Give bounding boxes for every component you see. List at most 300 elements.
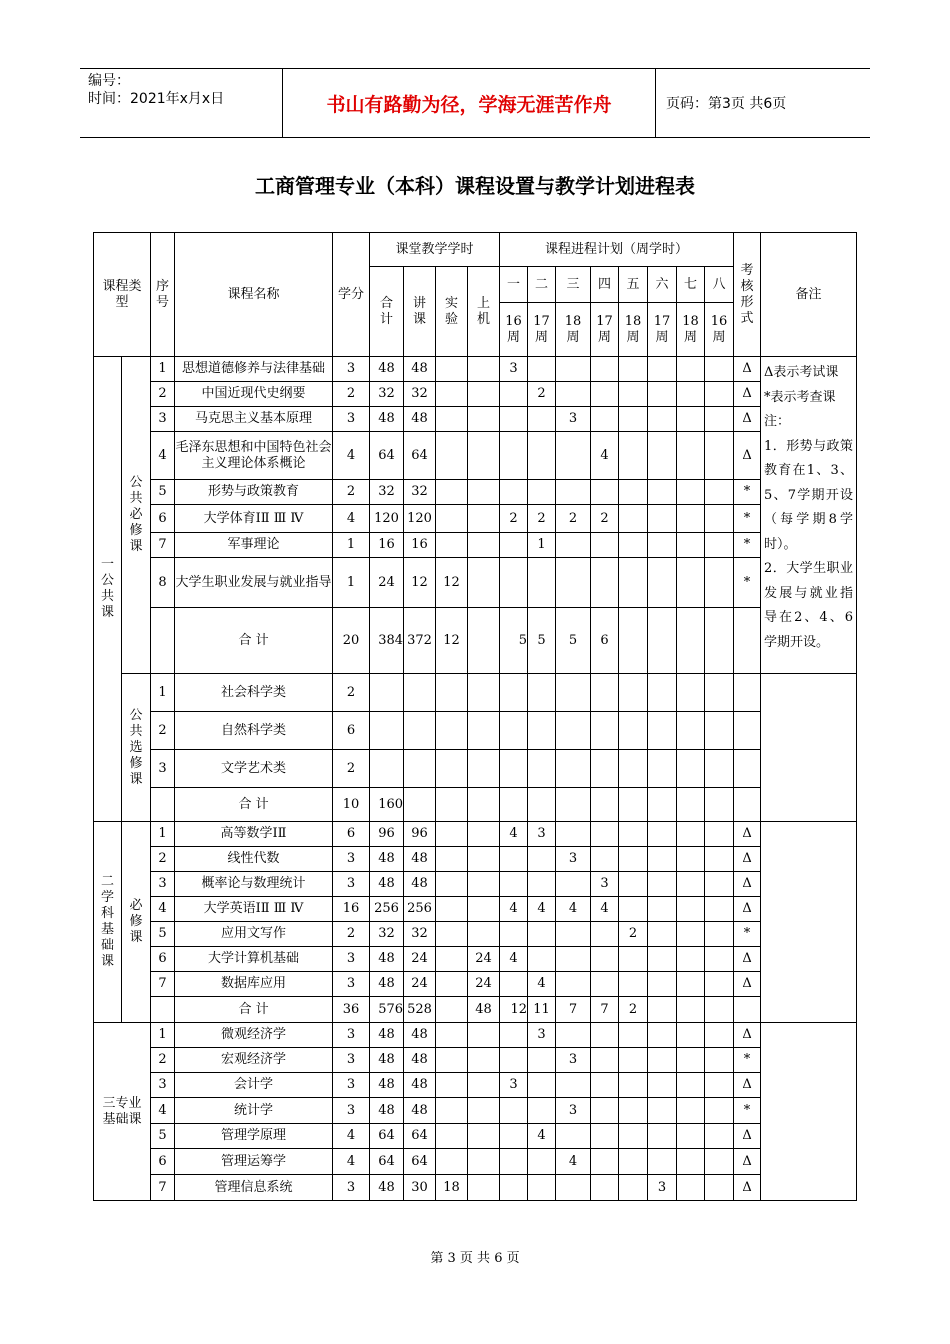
cell-exam-type: Δ — [734, 1073, 761, 1098]
cell-semester-hours — [591, 480, 619, 505]
cell-course-name: 大学英语ⅠⅡ Ⅲ Ⅳ — [175, 897, 333, 922]
table-row — [94, 480, 857, 505]
cell-exam-type: Δ — [734, 1023, 761, 1048]
cell-semester-hours — [591, 1124, 619, 1149]
cell-exam-type: Δ — [734, 1149, 761, 1175]
cell-hours-lecture: 372 — [404, 608, 436, 674]
cell-hours-computer — [468, 1023, 500, 1048]
cell-semester-hours — [677, 847, 705, 872]
cell-credit: 1 — [333, 533, 370, 558]
cell-seq: 8 — [151, 558, 175, 608]
cell-semester-hours — [500, 382, 528, 407]
cell-hours-computer — [468, 432, 500, 480]
cell-semester-hours — [528, 558, 556, 608]
cell-semester-hours: 3 — [528, 1023, 556, 1048]
cell-semester-hours — [677, 1175, 705, 1201]
cell-semester-hours — [500, 788, 528, 822]
cell-semester-hours — [705, 432, 734, 480]
cell-semester-hours — [705, 872, 734, 897]
cell-semester-hours — [591, 357, 619, 382]
col-head-semester: 二 — [528, 267, 556, 303]
cell-hours-computer — [468, 1175, 500, 1201]
cell-credit: 2 — [333, 750, 370, 788]
cell-hours-total: 48 — [370, 1023, 404, 1048]
cell-semester-hours — [619, 788, 648, 822]
cell-semester-hours — [528, 1149, 556, 1175]
cell-hours-total: 32 — [370, 382, 404, 407]
cell-hours-lab — [436, 1048, 468, 1073]
cell-course-name: 自然科学类 — [175, 712, 333, 750]
col-head-weeks: 18周 — [677, 303, 705, 357]
cell-semester-hours — [528, 1175, 556, 1201]
cell-seq: 1 — [151, 1023, 175, 1048]
cell-hours-lab: 12 — [436, 558, 468, 608]
cell-seq: 6 — [151, 947, 175, 972]
cell-semester-hours — [705, 1023, 734, 1048]
cell-hours-lab — [436, 505, 468, 533]
cell-hours-lecture: 64 — [404, 1149, 436, 1175]
cell-hours-lecture: 48 — [404, 872, 436, 897]
subgroup-label: 必修课 — [122, 822, 151, 1023]
header-meta — [80, 69, 283, 137]
cell-exam-type: * — [734, 1048, 761, 1073]
cell-semester-hours: 11 — [528, 997, 556, 1023]
table-row — [94, 407, 857, 432]
remark-cell — [761, 822, 857, 1023]
curriculum-table — [93, 232, 857, 1201]
cell-hours-lab — [436, 788, 468, 822]
header-number: 编号： — [88, 73, 130, 89]
cell-semester-hours — [556, 357, 591, 382]
remark-line: 1．形势与政策教育在1、3、5、7学期开设（每学期8学时）。 — [764, 438, 854, 552]
cell-seq: 7 — [151, 533, 175, 558]
col-head-semester: 四 — [591, 267, 619, 303]
cell-credit: 3 — [333, 872, 370, 897]
cell-hours-computer — [468, 897, 500, 922]
cell-semester-hours — [677, 1098, 705, 1124]
cell-hours-computer — [468, 872, 500, 897]
cell-hours-computer: 24 — [468, 972, 500, 997]
cell-semester-hours — [705, 533, 734, 558]
cell-semester-hours: 4 — [556, 897, 591, 922]
cell-semester-hours — [528, 947, 556, 972]
cell-seq: 3 — [151, 407, 175, 432]
cell-hours-total: 32 — [370, 922, 404, 947]
cell-seq: 3 — [151, 1073, 175, 1098]
cell-semester-hours — [677, 558, 705, 608]
cell-semester-hours — [500, 1175, 528, 1201]
cell-hours-computer — [468, 1149, 500, 1175]
col-head-weeks: 17周 — [648, 303, 677, 357]
col-head-weeks: 16周 — [500, 303, 528, 357]
cell-hours-total: 48 — [370, 947, 404, 972]
col-head-seq: 序号 — [151, 233, 175, 357]
cell-semester-hours: 7 — [556, 997, 591, 1023]
cell-semester-hours — [500, 1023, 528, 1048]
cell-credit: 3 — [333, 972, 370, 997]
cell-semester-hours — [677, 822, 705, 847]
cell-course-name: 思想道德修养与法律基础 — [175, 357, 333, 382]
table-row — [94, 1124, 857, 1149]
cell-semester-hours: 1 — [528, 533, 556, 558]
cell-semester-hours — [648, 750, 677, 788]
cell-semester-hours — [591, 558, 619, 608]
cell-hours-computer — [468, 788, 500, 822]
cell-credit: 4 — [333, 432, 370, 480]
cell-semester-hours — [705, 822, 734, 847]
cell-seq: 1 — [151, 674, 175, 712]
cell-hours-computer — [468, 822, 500, 847]
table-row — [94, 822, 857, 847]
cell-credit: 4 — [333, 1124, 370, 1149]
cell-seq: 5 — [151, 480, 175, 505]
cell-semester-hours: 4 — [528, 897, 556, 922]
cell-semester-hours: 3 — [648, 1175, 677, 1201]
table-row — [94, 357, 857, 382]
cell-semester-hours: 2 — [556, 505, 591, 533]
cell-semester-hours — [648, 712, 677, 750]
cell-seq: 5 — [151, 922, 175, 947]
cell-seq: 3 — [151, 750, 175, 788]
cell-credit: 10 — [333, 788, 370, 822]
cell-hours-lecture: 24 — [404, 947, 436, 972]
cell-credit: 3 — [333, 1098, 370, 1124]
cell-semester-hours — [619, 480, 648, 505]
cell-semester-hours — [591, 1073, 619, 1098]
table-row — [94, 233, 857, 267]
cell-semester-hours — [556, 480, 591, 505]
cell-seq: 2 — [151, 847, 175, 872]
cell-exam-type: * — [734, 480, 761, 505]
cell-semester-hours — [677, 533, 705, 558]
cell-hours-total — [370, 750, 404, 788]
cell-hours-computer — [468, 922, 500, 947]
cell-hours-computer — [468, 1048, 500, 1073]
cell-semester-hours — [591, 382, 619, 407]
cell-hours-lecture: 30 — [404, 1175, 436, 1201]
page-footer: 第 3 页 共 6 页 — [430, 1251, 520, 1266]
table-row — [94, 1073, 857, 1098]
cell-semester-hours — [619, 1175, 648, 1201]
cell-exam-type: Δ — [734, 972, 761, 997]
table-row — [94, 608, 857, 674]
cell-seq — [151, 608, 175, 674]
cell-hours-lab — [436, 1124, 468, 1149]
cell-semester-hours: 3 — [556, 1098, 591, 1124]
cell-hours-lab — [436, 897, 468, 922]
cell-semester-hours — [556, 382, 591, 407]
cell-semester-hours — [677, 922, 705, 947]
cell-semester-hours — [705, 1098, 734, 1124]
cell-semester-hours — [648, 847, 677, 872]
cell-seq: 2 — [151, 1048, 175, 1073]
cell-semester-hours — [556, 712, 591, 750]
cell-semester-hours: 3 — [528, 822, 556, 847]
cell-semester-hours — [648, 947, 677, 972]
col-head-hour-type: 上机 — [468, 267, 500, 357]
cell-hours-lecture — [404, 788, 436, 822]
cell-credit: 6 — [333, 712, 370, 750]
cell-semester-hours — [619, 407, 648, 432]
cell-hours-lecture: 48 — [404, 1023, 436, 1048]
cell-exam-type: Δ — [734, 897, 761, 922]
cell-semester-hours — [619, 382, 648, 407]
subgroup-label: 公共必修课 — [122, 357, 151, 674]
cell-semester-hours — [528, 1048, 556, 1073]
table-row — [94, 1023, 857, 1048]
cell-seq: 2 — [151, 712, 175, 750]
col-head-weeks: 18周 — [619, 303, 648, 357]
cell-semester-hours — [556, 947, 591, 972]
cell-exam-type: Δ — [734, 1175, 761, 1201]
cell-semester-hours — [619, 432, 648, 480]
cell-semester-hours — [648, 897, 677, 922]
cell-credit: 6 — [333, 822, 370, 847]
col-head-remark: 备注 — [761, 233, 857, 357]
cell-semester-hours: 2 — [528, 382, 556, 407]
cell-semester-hours — [677, 872, 705, 897]
table-row — [94, 872, 857, 897]
cell-hours-lecture: 48 — [404, 1098, 436, 1124]
group-label: 二学科基础课 — [94, 822, 122, 1023]
cell-semester-hours — [648, 432, 677, 480]
cell-hours-lecture — [404, 750, 436, 788]
cell-semester-hours — [619, 608, 648, 674]
cell-semester-hours — [619, 1023, 648, 1048]
cell-credit: 3 — [333, 357, 370, 382]
table-row — [94, 997, 857, 1023]
cell-semester-hours — [705, 558, 734, 608]
cell-credit: 3 — [333, 1048, 370, 1073]
cell-semester-hours — [648, 480, 677, 505]
cell-course-name: 微观经济学 — [175, 1023, 333, 1048]
cell-hours-computer — [468, 847, 500, 872]
cell-exam-type: Δ — [734, 407, 761, 432]
cell-semester-hours — [619, 750, 648, 788]
cell-hours-total: 32 — [370, 480, 404, 505]
group-label: 三专业基础课 — [94, 1023, 151, 1201]
cell-hours-total: 48 — [370, 1073, 404, 1098]
cell-semester-hours — [677, 674, 705, 712]
cell-semester-hours — [500, 533, 528, 558]
col-head-hour-type: 实验 — [436, 267, 468, 357]
cell-hours-computer — [468, 558, 500, 608]
cell-hours-total: 16 — [370, 533, 404, 558]
cell-semester-hours — [556, 674, 591, 712]
cell-semester-hours — [705, 922, 734, 947]
cell-semester-hours — [528, 432, 556, 480]
cell-credit: 2 — [333, 922, 370, 947]
cell-semester-hours: 3 — [500, 357, 528, 382]
cell-total-label: 合 计 — [175, 608, 333, 674]
cell-semester-hours: 4 — [591, 432, 619, 480]
cell-seq — [151, 997, 175, 1023]
cell-hours-lecture: 96 — [404, 822, 436, 847]
cell-semester-hours — [556, 432, 591, 480]
cell-semester-hours — [528, 357, 556, 382]
cell-hours-total: 64 — [370, 432, 404, 480]
cell-semester-hours — [500, 972, 528, 997]
cell-hours-lecture: 48 — [404, 407, 436, 432]
cell-exam-type: Δ — [734, 872, 761, 897]
cell-credit: 1 — [333, 558, 370, 608]
cell-semester-hours — [591, 1048, 619, 1073]
cell-semester-hours — [705, 947, 734, 972]
cell-course-name: 大学计算机基础 — [175, 947, 333, 972]
cell-hours-lab — [436, 1023, 468, 1048]
cell-semester-hours — [648, 1124, 677, 1149]
cell-semester-hours — [705, 505, 734, 533]
cell-semester-hours: 2 — [591, 505, 619, 533]
cell-semester-hours — [556, 558, 591, 608]
cell-semester-hours — [591, 407, 619, 432]
remark-line: *表示考查课 — [764, 389, 836, 405]
cell-exam-type: Δ — [734, 947, 761, 972]
cell-semester-hours — [500, 1098, 528, 1124]
cell-course-name: 应用文写作 — [175, 922, 333, 947]
cell-hours-total — [370, 712, 404, 750]
cell-semester-hours — [619, 1048, 648, 1073]
cell-credit: 2 — [333, 382, 370, 407]
cell-seq: 6 — [151, 1149, 175, 1175]
cell-semester-hours — [705, 788, 734, 822]
cell-semester-hours — [705, 382, 734, 407]
cell-semester-hours — [500, 872, 528, 897]
cell-semester-hours: 2 — [619, 922, 648, 947]
cell-semester-hours — [556, 1073, 591, 1098]
table-row — [94, 1048, 857, 1073]
cell-semester-hours: 3 — [591, 872, 619, 897]
cell-semester-hours — [677, 1048, 705, 1073]
cell-semester-hours — [528, 712, 556, 750]
cell-seq: 4 — [151, 1098, 175, 1124]
cell-semester-hours — [500, 674, 528, 712]
col-head-weeks: 17周 — [591, 303, 619, 357]
cell-hours-total: 64 — [370, 1149, 404, 1175]
cell-semester-hours — [648, 1149, 677, 1175]
cell-semester-hours — [705, 712, 734, 750]
cell-semester-hours: 3 — [556, 407, 591, 432]
cell-total-label: 合 计 — [175, 788, 333, 822]
col-head-name: 课程名称 — [175, 233, 333, 357]
cell-semester-hours: 3 — [556, 847, 591, 872]
cell-hours-total: 576 — [370, 997, 404, 1023]
cell-hours-computer — [468, 608, 500, 674]
remark-cell — [761, 1023, 857, 1201]
cell-hours-lecture: 16 — [404, 533, 436, 558]
cell-course-name: 管理学原理 — [175, 1124, 333, 1149]
cell-semester-hours — [705, 608, 734, 674]
cell-hours-lecture — [404, 674, 436, 712]
cell-semester-hours — [705, 1073, 734, 1098]
cell-semester-hours — [556, 788, 591, 822]
cell-hours-total: 48 — [370, 847, 404, 872]
cell-semester-hours: 4 — [591, 897, 619, 922]
cell-hours-lab — [436, 1098, 468, 1124]
table-row — [94, 750, 857, 788]
remark-line: 2．大学生职业发展与就业指导在2、4、6学期开设。 — [764, 561, 854, 650]
cell-hours-computer — [468, 533, 500, 558]
cell-hours-computer — [468, 1124, 500, 1149]
cell-seq: 4 — [151, 432, 175, 480]
cell-semester-hours — [648, 505, 677, 533]
cell-semester-hours — [677, 432, 705, 480]
col-head-semester: 六 — [648, 267, 677, 303]
cell-hours-total: 48 — [370, 1175, 404, 1201]
cell-semester-hours — [677, 382, 705, 407]
cell-semester-hours — [500, 407, 528, 432]
cell-semester-hours — [619, 897, 648, 922]
cell-hours-lab: 18 — [436, 1175, 468, 1201]
cell-semester-hours — [500, 847, 528, 872]
cell-exam-type: * — [734, 505, 761, 533]
cell-hours-computer — [468, 674, 500, 712]
cell-hours-total: 48 — [370, 407, 404, 432]
cell-semester-hours — [648, 872, 677, 897]
cell-semester-hours — [619, 872, 648, 897]
cell-hours-total: 160 — [370, 788, 404, 822]
subgroup-label: 公共选修课 — [122, 674, 151, 822]
cell-hours-total: 48 — [370, 1098, 404, 1124]
cell-semester-hours — [619, 847, 648, 872]
remark-line: 注： — [764, 414, 791, 429]
cell-hours-computer — [468, 750, 500, 788]
cell-exam-type — [734, 997, 761, 1023]
cell-seq: 7 — [151, 1175, 175, 1201]
cell-hours-lecture: 528 — [404, 997, 436, 1023]
cell-hours-lab — [436, 533, 468, 558]
cell-course-name: 宏观经济学 — [175, 1048, 333, 1073]
cell-semester-hours — [591, 712, 619, 750]
cell-credit: 16 — [333, 897, 370, 922]
cell-course-name: 会计学 — [175, 1073, 333, 1098]
cell-course-name: 毛泽东思想和中国特色社会主义理论体系概论 — [175, 432, 333, 480]
cell-exam-type: * — [734, 558, 761, 608]
col-head-semester: 八 — [705, 267, 734, 303]
cell-hours-computer: 24 — [468, 947, 500, 972]
col-head-hour-type: 合计 — [370, 267, 404, 357]
cell-semester-hours — [648, 788, 677, 822]
cell-seq: 1 — [151, 357, 175, 382]
cell-exam-type: * — [734, 922, 761, 947]
cell-seq: 1 — [151, 822, 175, 847]
cell-semester-hours — [619, 533, 648, 558]
cell-semester-hours: 7 — [591, 997, 619, 1023]
cell-semester-hours — [500, 1048, 528, 1073]
cell-course-name: 社会科学类 — [175, 674, 333, 712]
cell-hours-lab — [436, 847, 468, 872]
cell-semester-hours — [528, 872, 556, 897]
col-head-semester: 一 — [500, 267, 528, 303]
col-head-weeks: 16周 — [705, 303, 734, 357]
cell-exam-type — [734, 788, 761, 822]
cell-seq: 3 — [151, 872, 175, 897]
cell-semester-hours — [591, 822, 619, 847]
cell-course-name: 概率论与数理统计 — [175, 872, 333, 897]
cell-hours-total: 96 — [370, 822, 404, 847]
cell-hours-lab — [436, 822, 468, 847]
cell-exam-type: * — [734, 1098, 761, 1124]
cell-hours-computer — [468, 382, 500, 407]
cell-hours-total: 256 — [370, 897, 404, 922]
cell-exam-type: Δ — [734, 847, 761, 872]
cell-semester-hours — [648, 382, 677, 407]
col-head-hours: 课堂教学学时 — [370, 233, 500, 267]
col-head-plan: 课程进程计划（周学时） — [500, 233, 734, 267]
cell-hours-computer: 48 — [468, 997, 500, 1023]
cell-exam-type: Δ — [734, 357, 761, 382]
col-head-type: 课程类型 — [94, 233, 151, 357]
